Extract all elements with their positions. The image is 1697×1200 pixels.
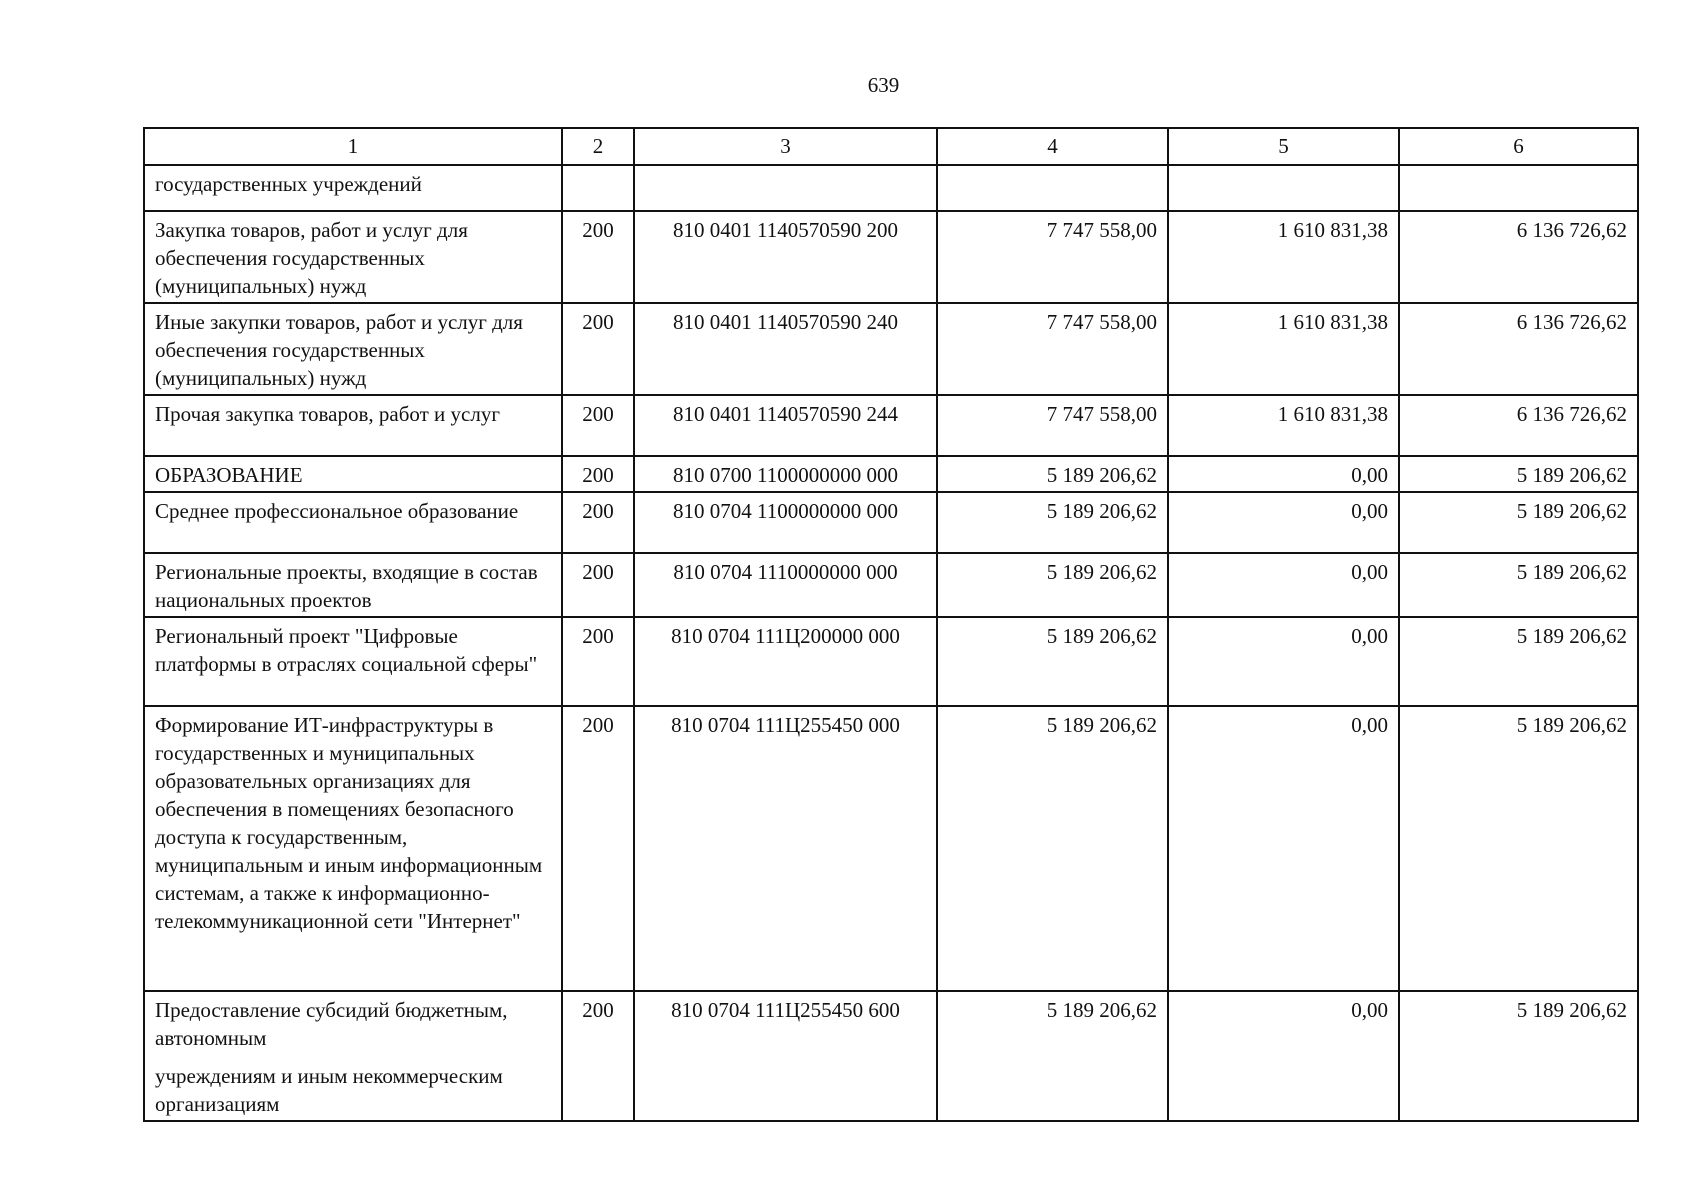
row-name-text: государственных учреждений [155,172,422,196]
row-executed-text: 0,00 [1351,463,1388,487]
row-name-cell [144,303,562,395]
row-executed-cell [1168,303,1399,395]
row-unexecuted-text: 5 189 206,62 [1516,560,1627,584]
table-row [144,456,1638,492]
row-name-cell [144,165,562,211]
table-row [144,492,1638,553]
row-name-cell [144,211,562,303]
row-name-continuation: учреждениям и иным некоммерческим организациям [155,1064,503,1116]
row-unexecuted-cell [1399,395,1638,456]
row-approved-text: 5 189 206,62 [1046,560,1157,584]
table-row [144,706,1638,991]
row-code-cell [562,303,634,395]
row-kbk-cell [634,395,937,456]
row-kbk-cell [634,991,937,1121]
row-kbk-text: 810 0704 1110000000 000 [673,560,898,584]
row-name-cell [144,492,562,553]
row-approved-text: 5 189 206,62 [1046,713,1157,737]
row-approved-text: 5 189 206,62 [1046,499,1157,523]
budget-table [143,127,1639,1122]
table-row [144,395,1638,456]
row-kbk-cell [634,492,937,553]
row-approved-text: 7 747 558,00 [1046,310,1157,334]
row-code-cell [562,553,634,617]
row-kbk-cell [634,617,937,706]
row-unexecuted-cell [1399,211,1638,303]
row-executed-cell [1168,617,1399,706]
row-kbk-text: 810 0704 111Ц255450 000 [671,713,900,737]
row-unexecuted-text: 6 136 726,62 [1516,402,1627,426]
header-cell-2: 2 [562,128,634,165]
row-approved-text: 7 747 558,00 [1046,218,1157,242]
row-name-text: Региональные проекты, входящие в состав национальных проектов [155,560,538,612]
row-unexecuted-cell [1399,456,1638,492]
table-body [144,165,1638,1121]
row-approved-cell [937,456,1168,492]
row-code-text: 200 [582,463,614,487]
row-code-text: 200 [582,402,614,426]
row-code-text: 200 [582,310,614,334]
row-unexecuted-text: 5 189 206,62 [1516,998,1627,1022]
header-cell-6: 6 [1399,128,1638,165]
row-code-text: 200 [582,624,614,648]
row-executed-cell [1168,706,1399,991]
row-executed-cell [1168,165,1399,211]
row-name-cell [144,456,562,492]
row-kbk-cell [634,456,937,492]
header-cell-1: 1 [144,128,562,165]
row-code-cell [562,492,634,553]
row-executed-cell [1168,456,1399,492]
row-code-cell [562,165,634,211]
row-unexecuted-cell [1399,165,1638,211]
row-unexecuted-cell [1399,303,1638,395]
table-row [144,211,1638,303]
row-approved-text: 7 747 558,00 [1046,402,1157,426]
row-name-text: Иные закупки товаров, работ и услуг для обеспечения государственных (муниципальных) нужд [155,310,523,390]
table-row [144,991,1638,1121]
row-executed-text: 0,00 [1351,998,1388,1022]
row-approved-cell [937,395,1168,456]
row-kbk-text: 810 0401 1140570590 200 [673,218,898,242]
header-row [144,128,1638,165]
header-cell-4: 4 [937,128,1168,165]
row-unexecuted-cell [1399,991,1638,1121]
row-code-cell [562,395,634,456]
row-name-cell [144,395,562,456]
row-executed-text: 0,00 [1351,624,1388,648]
row-name-text: Среднее профессиональное образование [155,499,519,523]
row-approved-cell [937,492,1168,553]
row-kbk-cell [634,303,937,395]
row-code-cell [562,617,634,706]
row-executed-cell [1168,395,1399,456]
header-cell-5: 5 [1168,128,1399,165]
row-name-text: Формирование ИТ-инфраструктуры в государственных и муниципальных образовательных организациях для обеспечения в помещениях безопасного доступа к государственным, муниципальным и иным информационным системам, а также к информационно-телекоммуникационной сети "Интернет" [155,713,543,933]
row-kbk-cell [634,706,937,991]
row-code-text: 200 [582,560,614,584]
row-name-text: Региональный проект "Цифровые платформы в отраслях социальной сферы" [155,624,538,676]
table-row [144,165,1638,211]
row-unexecuted-text: 5 189 206,62 [1516,624,1627,648]
row-code-text: 200 [582,218,614,242]
row-unexecuted-cell [1399,492,1638,553]
row-name-text: Прочая закупка товаров, работ и услуг [155,402,500,426]
row-kbk-text: 810 0704 111Ц200000 000 [671,624,900,648]
row-executed-cell [1168,553,1399,617]
row-kbk-cell [634,211,937,303]
row-name-text: ОБРАЗОВАНИЕ [155,463,303,487]
row-unexecuted-cell [1399,617,1638,706]
row-kbk-text: 810 0401 1140570590 240 [673,310,898,334]
row-approved-cell [937,991,1168,1121]
row-executed-text: 0,00 [1351,560,1388,584]
row-kbk-cell [634,165,937,211]
row-executed-text: 1 610 831,38 [1277,218,1388,242]
row-name-cell [144,553,562,617]
page-number: 639 [867,73,900,97]
row-code-text: 200 [582,713,614,737]
row-approved-cell [937,553,1168,617]
row-kbk-text: 810 0700 1100000000 000 [673,463,898,487]
row-code-cell [562,211,634,303]
row-name-text: Предоставление субсидий бюджетным, автономным [155,998,508,1050]
row-unexecuted-text: 5 189 206,62 [1516,463,1627,487]
row-executed-text: 1 610 831,38 [1277,402,1388,426]
row-approved-text: 5 189 206,62 [1046,998,1157,1022]
row-code-cell [562,991,634,1121]
row-code-text: 200 [582,499,614,523]
row-approved-text: 5 189 206,62 [1046,463,1157,487]
row-kbk-text: 810 0704 1100000000 000 [673,499,898,523]
row-kbk-text: 810 0704 111Ц255450 600 [671,998,900,1022]
table-row [144,303,1638,395]
row-executed-cell [1168,991,1399,1121]
row-unexecuted-text: 5 189 206,62 [1516,499,1627,523]
table-row [144,553,1638,617]
table-row [144,617,1638,706]
row-unexecuted-text: 6 136 726,62 [1516,218,1627,242]
row-executed-cell [1168,492,1399,553]
header-cell-3: 3 [634,128,937,165]
row-approved-cell [937,211,1168,303]
row-executed-text: 0,00 [1351,713,1388,737]
row-kbk-cell [634,553,937,617]
row-approved-cell [937,617,1168,706]
row-name-text: Закупка товаров, работ и услуг для обеспечения государственных (муниципальных) нужд [155,218,468,298]
row-unexecuted-cell [1399,553,1638,617]
row-name-cell [144,617,562,706]
row-unexecuted-text: 6 136 726,62 [1516,310,1627,334]
row-unexecuted-cell [1399,706,1638,991]
row-code-cell [562,706,634,991]
row-approved-text: 5 189 206,62 [1046,624,1157,648]
row-kbk-text: 810 0401 1140570590 244 [673,402,898,426]
row-name-cell [144,991,562,1121]
row-unexecuted-text: 5 189 206,62 [1516,713,1627,737]
row-executed-text: 0,00 [1351,499,1388,523]
row-executed-text: 1 610 831,38 [1277,310,1388,334]
row-code-text: 200 [582,998,614,1022]
row-code-cell [562,456,634,492]
row-approved-cell [937,165,1168,211]
row-approved-cell [937,303,1168,395]
row-executed-cell [1168,211,1399,303]
row-approved-cell [937,706,1168,991]
row-name-cell [144,706,562,991]
